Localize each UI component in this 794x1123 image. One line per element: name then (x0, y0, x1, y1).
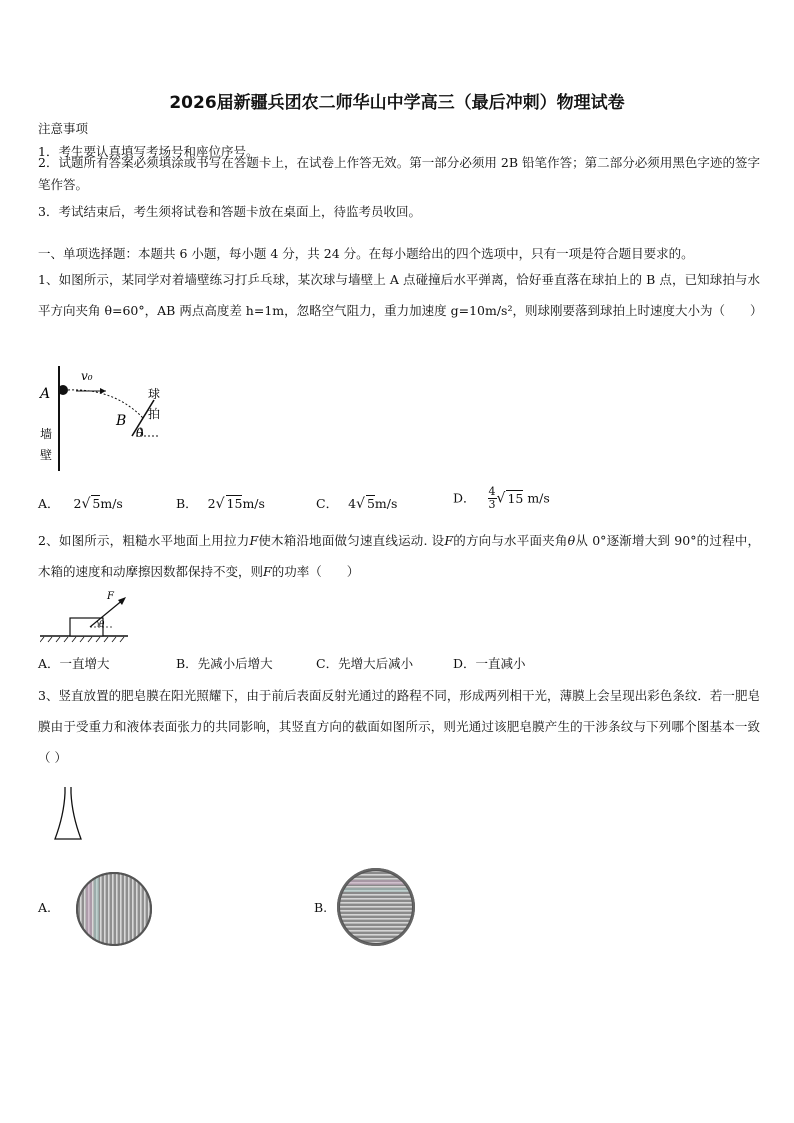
point-b-label: B (116, 413, 127, 429)
q1-option-c[interactable]: C． 4√ 5m/s (316, 496, 398, 512)
q2-option-c[interactable]: C．先增大后减小 (316, 656, 414, 671)
point-a-label: A (40, 386, 51, 402)
notice-heading: 注意事项 (38, 121, 89, 136)
notice-item-1: 1．考生要认真填写考场号和座位序号。 (38, 144, 259, 159)
q1-option-a[interactable]: A． 2√ 5m/s (38, 496, 123, 512)
velocity-label: v₀ (81, 369, 93, 383)
q3-option-b-label[interactable]: B. (314, 900, 328, 915)
question-3-stem: 3、竖直放置的肥皂膜在阳光照耀下，由于前后表面反射光通过的路程不同，形成两列相干光，薄膜上会呈现出彩色条纹．若一肥皂膜由于受重力和液体表面张力的共同影响，其竖直方向的截面如图所示，则光通过该肥皂膜产生的干涉条纹与下列哪个图基本一致（ ） (38, 688, 760, 765)
page-title: 2026届新疆兵团农二师华山中学高三（最后冲刺）物理试卷 (169, 93, 625, 113)
q1-option-b[interactable]: B． 2√ 15m/s (176, 496, 265, 512)
notice-item-3: 3．考试结束后，考生须将试卷和答题卡放在桌面上，待监考员收回。 (38, 204, 421, 219)
racket-label-1: 球 (148, 387, 161, 401)
section-heading: 一、单项选择题：本题共 6 小题，每小题 4 分，共 24 分。在每小题给出的四个选项中，只有一项是符合题目要求的。 (38, 246, 694, 261)
q3-option-a-fringe-image[interactable] (72, 869, 156, 949)
q1-option-d[interactable]: D． $\frac{4}{3}$ √ 15 m/s (453, 485, 550, 511)
wall-racket-figure (36, 366, 166, 474)
q2-option-b[interactable]: B．先减小后增大 (176, 656, 273, 671)
angle-label: θ (99, 620, 105, 630)
racket-label-2: 拍 (148, 407, 161, 421)
q3-option-b-fringe-image[interactable] (334, 866, 418, 948)
wall-label-1: 墙 (40, 427, 53, 441)
q2-option-a[interactable]: A．一直增大 (38, 656, 110, 671)
box-force-figure (40, 589, 140, 643)
q2-option-d[interactable]: D．一直减小 (453, 656, 526, 671)
force-label: F (107, 591, 114, 602)
notice-item-2: 2．试题所有答案必须填涂或书写在答题卡上，在试卷上作答无效。第一部分必须用 2B 铅笔作答；第二部分必须用黑色字迹的签字笔作答。 (38, 155, 760, 192)
wall-label-2: 壁 (40, 448, 53, 462)
question-1-stem: 1、如图所示，某同学对着墙壁练习打乒乓球，某次球与墙壁上 A 点碰撞后水平弹离，恰好垂直落在球拍上的 B 点，已知球拍与水平方向夹角 θ=60°，AB 两点高度差 h=1m，忽略空气阻力，重力加速度 g=10m/s²，则球刚要落到球拍上时速度大小为（ ） (38, 272, 763, 318)
question-2-stem: 2、如图所示，粗糙水平地面上用拉力F使木箱沿地面做匀速直线运动. 设F的方向与水平面夹角θ从 0°逐渐增大到 90°的过程中，木箱的速度和动摩擦因数都保持不变，则F的功率（ ） (38, 533, 760, 579)
theta-label: θ (136, 426, 144, 440)
soap-film-section-figure (52, 785, 86, 843)
q3-option-a-label[interactable]: A. (38, 900, 52, 915)
